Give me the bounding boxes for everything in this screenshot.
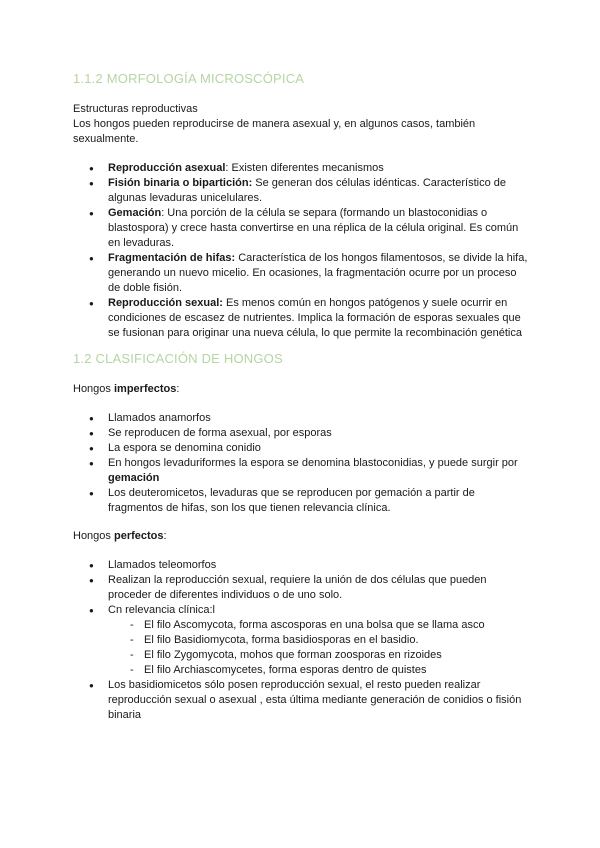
sublist-item: - El filo Archiascomycetes, forma esporas dentro de quistes <box>108 663 528 678</box>
item-sep: : <box>161 207 165 219</box>
list-item <box>73 603 528 678</box>
item-text: Una porción de la célula se separa (formando un blastoconidias o blastospora) y crece hasta convertirse en una réplica de la célula original. Es común en levaduras. <box>108 207 519 249</box>
item-text: Característica de los hongos filamentosos, se divide la hifa, generando un nuevo micelio. En ocasiones, la fragmentación ocurre por un proceso de doble fisión. <box>108 252 528 294</box>
list-item: ● La espora se denomina conidio <box>73 441 528 456</box>
section-heading-clasificacion: 1.2 CLASIFICACIÓN DE HONGOS <box>73 351 283 366</box>
section-heading-morfologia: 1.1.2 MORFOLOGÍA MICROSCÓPICA <box>73 71 305 86</box>
list-item: ● Se reproducen de forma asexual, por esporas <box>73 426 528 441</box>
item-text: Es menos común en hongos patógenos y suele ocurrir en condiciones de escasez de nutrientes. Implica la formación de esporas sexuales que se fusionan para originar una nueva célula, lo que permite la recombinación genética <box>108 297 522 339</box>
list-item <box>73 251 528 296</box>
item-bold: gemación <box>108 472 160 484</box>
list-item <box>73 296 528 341</box>
list-item <box>73 206 528 251</box>
item-term: Fragmentación de hifas: <box>108 252 236 264</box>
item-term: Reproducción asexual <box>108 162 226 174</box>
item-term: Reproducción sexual: <box>108 297 223 309</box>
perfect-label <box>73 529 533 544</box>
list-item <box>73 161 528 176</box>
list-item: ● Realizan la reproducción sexual, requiere la unión de dos células que pueden proceder de diferentes individuos o de uno solo. <box>73 573 528 603</box>
phylum-sublist <box>108 618 528 678</box>
sublist-item: - El filo Zygomycota, mohos que forman zoosporas en rizoides <box>108 648 528 663</box>
list-item <box>73 176 528 206</box>
item-text: Se generan dos células idénticas. Característico de algunas levaduras unicelulares. <box>108 177 506 204</box>
intro-paragraph: Los hongos pueden reproducirse de manera asexual y, en algunos casos, también sexualmente. <box>73 118 476 145</box>
imperfect-list <box>73 411 528 516</box>
label-suffix: : <box>163 530 167 542</box>
list-item: ● Los basidiomicetos sólo posen reproducción sexual, el resto pueden realizar reproducción sexual o asexual , esta última mediante generación de conidios o fisión binaria <box>73 678 528 723</box>
imperfect-label <box>73 382 533 397</box>
subtitle-estructuras: Estructuras reproductivas <box>73 103 198 115</box>
item-text: En hongos levaduriformes la espora se denomina blastoconidias, y puede surgir por <box>108 457 518 469</box>
label-suffix: : <box>176 383 180 395</box>
item-text: Existen diferentes mecanismos <box>228 162 384 174</box>
item-term: Gemación <box>108 207 162 219</box>
list-item: ● Los deuteromicetos, levaduras que se reproducen por gemación a partir de fragmentos de hifas, son los que tienen relevancia clínica. <box>73 486 528 516</box>
sublist-item: - El filo Ascomycota, forma ascosporas en una bolsa que se llama asco <box>108 618 528 633</box>
reproduction-list <box>73 161 528 341</box>
sublist-item: - El filo Basidiomycota, forma basidiosporas en el basidio. <box>108 633 528 648</box>
item-text: Cn relevancia clínica:l <box>108 604 215 616</box>
list-item: ● Llamados teleomorfos <box>73 558 528 573</box>
item-term: Fisión binaria o bipartición: <box>108 177 253 189</box>
label-prefix: Hongos <box>73 383 114 395</box>
list-item: ● Llamados anamorfos <box>73 411 528 426</box>
list-item <box>73 456 528 486</box>
label-bold: imperfectos <box>113 383 177 395</box>
label-prefix: Hongos <box>73 530 114 542</box>
perfect-list <box>73 558 528 723</box>
label-bold: perfectos <box>113 530 164 542</box>
item-sep: : <box>225 162 229 174</box>
